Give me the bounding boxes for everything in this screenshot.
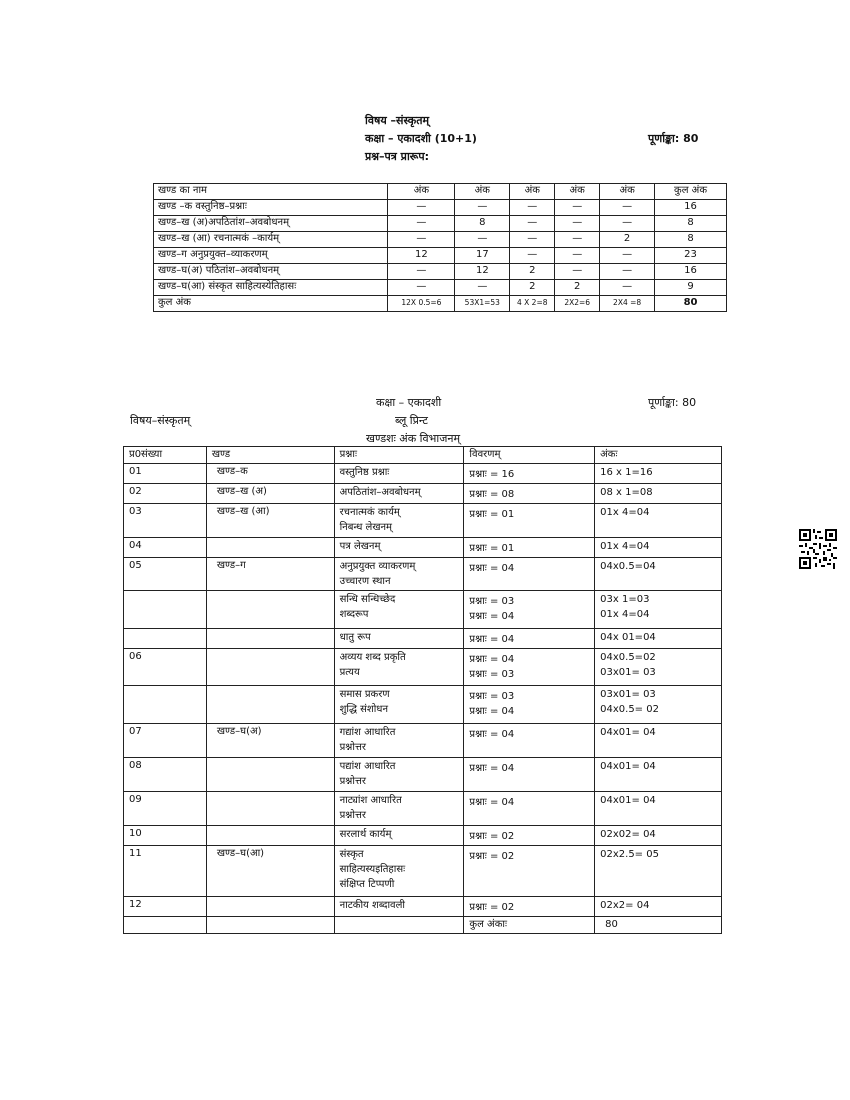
marks-cell: — [388, 200, 455, 216]
topic-line: सन्धि सन्धिच्छेद [339, 594, 396, 605]
detail-cell [464, 558, 595, 591]
table-row [154, 248, 727, 264]
marks-cell: — [600, 264, 655, 280]
table-row [124, 758, 722, 792]
topic-cell [334, 484, 464, 504]
table-row [124, 538, 722, 558]
detail-line: प्रश्नाः = 03 [469, 596, 515, 607]
marks-cell: — [388, 264, 455, 280]
question-number [124, 591, 207, 629]
marks-cell: 2 [555, 280, 600, 296]
marks-cell: अंक [388, 184, 455, 200]
column-header: प्रश्नाः [334, 447, 464, 464]
marks-line: 01x 4=04 [600, 541, 650, 552]
topic-cell [334, 826, 464, 846]
section-cell [206, 649, 334, 686]
section-name-cell: खण्ड –क वस्तुनिष्ठ–प्रश्नाः [154, 200, 388, 216]
detail-line: प्रश्नाः = 04 [469, 706, 515, 717]
marks-cell: — [600, 280, 655, 296]
topic-cell [334, 649, 464, 686]
table-row [124, 591, 722, 629]
topic-line: नाट्यांश आधारित [339, 795, 402, 806]
section-cell [206, 538, 334, 558]
marks-cell: — [600, 216, 655, 232]
detail-line: प्रश्नाः = 02 [469, 851, 515, 862]
section-cell [206, 826, 334, 846]
section-cell: खण्ड–क [206, 464, 334, 484]
marks-cell: — [555, 200, 600, 216]
marks-cell: 8 [455, 216, 510, 232]
marks-cell: 8 [655, 216, 727, 232]
topic-line: उच्चारण स्थान [339, 576, 391, 587]
marks-cell: अंक [555, 184, 600, 200]
topic-line: पद्यांश आधारित [339, 761, 396, 772]
topic-cell [334, 629, 464, 649]
empty-cell [206, 917, 334, 934]
section-cell [206, 792, 334, 826]
topic-line: संक्षिप्त टिप्पणी [339, 879, 395, 890]
marks-summary-table [153, 183, 727, 312]
detail-line: प्रश्नाः = 08 [469, 489, 515, 500]
total-row [124, 917, 722, 934]
detail-line: प्रश्नाः = 03 [469, 691, 515, 702]
table-row [124, 724, 722, 758]
marks-cell [595, 591, 722, 629]
topic-line: प्रश्नोत्तर [339, 810, 366, 821]
topic-cell [334, 758, 464, 792]
total-value: 80 [595, 917, 722, 934]
marks-cell: अंक [455, 184, 510, 200]
marks-line: 03x01= 03 [600, 667, 656, 678]
topic-cell [334, 792, 464, 826]
table-row [124, 792, 722, 826]
section-name-cell: खण्ड–ख (अ)अपठितांश–अवबोधनम् [154, 216, 388, 232]
question-number: 09 [124, 792, 207, 826]
detail-cell [464, 464, 595, 484]
detail-line: प्रश्नाः = 04 [469, 654, 515, 665]
marks-cell: — [388, 216, 455, 232]
section-cell: खण्ड–घ(अ) [206, 724, 334, 758]
column-header: प्र0संख्या [124, 447, 207, 464]
table-row [124, 686, 722, 724]
marks-cell [595, 846, 722, 897]
topic-line: संस्कृत [339, 849, 364, 860]
topic-cell [334, 846, 464, 897]
marks-cell [595, 484, 722, 504]
question-number: 02 [124, 484, 207, 504]
marks-cell [595, 826, 722, 846]
marks-cell: — [388, 232, 455, 248]
marks-cell: 2X4 =8 [600, 296, 655, 312]
class-title-2: कक्षा – एकादशी [376, 396, 442, 409]
marks-cell: 16 [655, 264, 727, 280]
table-row [154, 280, 727, 296]
subject-title-2: विषय–संस्कृतम् [130, 414, 191, 427]
section-name-cell: खण्ड–घ(अ) पठितांश–अवबोधनम् [154, 264, 388, 280]
marks-cell: — [600, 200, 655, 216]
topic-cell [334, 686, 464, 724]
topic-line: धातु रूप [339, 632, 371, 643]
detail-line: प्रश्नाः = 04 [469, 634, 515, 645]
column-header: अंकः [595, 447, 722, 464]
class-title: कक्षा – एकादशी (10+1) [365, 132, 477, 145]
section-name-cell: खण्ड–ग अनुप्रयुक्त–व्याकरणम् [154, 248, 388, 264]
detail-cell [464, 724, 595, 758]
marks-cell: — [510, 216, 555, 232]
section-cell [206, 686, 334, 724]
detail-line: प्रश्नाः = 01 [469, 543, 515, 554]
section-name-cell: कुल अंक [154, 296, 388, 312]
table-row [124, 484, 722, 504]
marks-cell [595, 558, 722, 591]
topic-line: प्रत्यय [339, 667, 360, 678]
marks-cell: — [455, 280, 510, 296]
table-row [154, 232, 727, 248]
question-number: 07 [124, 724, 207, 758]
section-name-cell: खण्ड का नाम [154, 184, 388, 200]
marks-cell: 9 [655, 280, 727, 296]
marks-cell: — [455, 232, 510, 248]
section-cell: खण्ड–ख (अ) [206, 484, 334, 504]
detail-line: प्रश्नाः = 16 [469, 469, 515, 480]
table-row [124, 558, 722, 591]
max-marks-2: पूर्णाङ्का: 80 [648, 396, 697, 409]
detail-cell [464, 591, 595, 629]
marks-cell [595, 897, 722, 917]
marks-cell: 80 [655, 296, 727, 312]
section-name-cell: खण्ड–घ(आ) संस्कृत साहित्यस्येतिहासः [154, 280, 388, 296]
detail-cell [464, 792, 595, 826]
marks-cell [595, 686, 722, 724]
section-cell [206, 758, 334, 792]
table-header-row [154, 184, 727, 200]
marks-line: 01x 4=04 [600, 507, 650, 518]
subject-title: विषय –संस्कृतम् [365, 114, 430, 127]
qr-code-icon [799, 529, 837, 569]
marks-cell: 17 [455, 248, 510, 264]
marks-cell: 4 X 2=8 [510, 296, 555, 312]
topic-line: निबन्ध लेखनम् [339, 522, 393, 533]
total-row [154, 296, 727, 312]
topic-cell [334, 897, 464, 917]
column-header: खण्ड [206, 447, 334, 464]
marks-cell: 2 [510, 264, 555, 280]
marks-cell: 12X 0.5=6 [388, 296, 455, 312]
question-number [124, 686, 207, 724]
marks-line: 04x01= 04 [600, 727, 656, 738]
marks-cell: 2 [510, 280, 555, 296]
marks-cell: अंक [600, 184, 655, 200]
paper-format-title: प्रश्न–पत्र प्रारूप: [365, 150, 429, 163]
marks-cell: — [555, 264, 600, 280]
marks-cell: 2 [600, 232, 655, 248]
question-number: 03 [124, 504, 207, 538]
topic-line: नाटकीय शब्दावली [339, 900, 405, 911]
table-row [154, 264, 727, 280]
detail-cell [464, 826, 595, 846]
marks-line: 04x01= 04 [600, 761, 656, 772]
detail-cell [464, 846, 595, 897]
topic-line: सरलार्थ कार्यम् [339, 829, 392, 840]
topic-line: प्रश्नोत्तर [339, 776, 366, 787]
marks-cell: अंक [510, 184, 555, 200]
table-row [154, 200, 727, 216]
topic-line: वस्तुनिष्ठ प्रश्नाः [339, 467, 390, 478]
marks-cell: कुल अंक [655, 184, 727, 200]
marks-line: 03x01= 03 [600, 689, 656, 700]
section-cell [206, 629, 334, 649]
detail-cell [464, 897, 595, 917]
marks-line: 04x 01=04 [600, 632, 656, 643]
marks-cell [595, 464, 722, 484]
question-number: 10 [124, 826, 207, 846]
detail-line: प्रश्नाः = 04 [469, 611, 515, 622]
section-cell [206, 897, 334, 917]
topic-cell [334, 558, 464, 591]
marks-line: 02x2= 04 [600, 900, 650, 911]
marks-cell: — [455, 200, 510, 216]
marks-line: 04x0.5=02 [600, 652, 656, 663]
section-cell [206, 591, 334, 629]
question-number: 12 [124, 897, 207, 917]
marks-cell: 53X1=53 [455, 296, 510, 312]
marks-cell [595, 758, 722, 792]
marks-line: 04x0.5=04 [600, 561, 656, 572]
marks-cell [595, 724, 722, 758]
marks-line: 03x 1=03 [600, 594, 650, 605]
detail-line: प्रश्नाः = 02 [469, 831, 515, 842]
marks-cell [595, 504, 722, 538]
detail-cell [464, 484, 595, 504]
topic-line: शब्दरूप [339, 609, 369, 620]
topic-cell [334, 464, 464, 484]
topic-line: प्रश्नोत्तर [339, 742, 366, 753]
topic-line: शुद्धि संशोधन [339, 704, 389, 715]
detail-cell [464, 504, 595, 538]
division-title: खण्डशः अंक विभाजनम् [366, 432, 461, 445]
marks-cell: — [510, 248, 555, 264]
marks-cell: 16 [655, 200, 727, 216]
marks-line: 08 x 1=08 [600, 487, 653, 498]
marks-line: 04x01= 04 [600, 795, 656, 806]
topic-line: समास प्रकरण [339, 689, 390, 700]
question-number: 11 [124, 846, 207, 897]
marks-line: 16 x 1=16 [600, 467, 653, 478]
detail-cell [464, 758, 595, 792]
marks-line: 01x 4=04 [600, 609, 650, 620]
topic-cell [334, 538, 464, 558]
marks-cell: — [600, 248, 655, 264]
marks-cell: 2X2=6 [555, 296, 600, 312]
max-marks: पूर्णाङ्का: 80 [648, 132, 699, 145]
marks-cell: — [555, 232, 600, 248]
detail-cell [464, 538, 595, 558]
detail-line: प्रश्नाः = 04 [469, 563, 515, 574]
table-row [124, 464, 722, 484]
detail-line: प्रश्नाः = 04 [469, 763, 515, 774]
empty-cell [124, 917, 207, 934]
detail-line: प्रश्नाः = 01 [469, 509, 515, 520]
marks-cell: 12 [455, 264, 510, 280]
marks-cell: — [388, 280, 455, 296]
marks-cell [595, 649, 722, 686]
question-number: 01 [124, 464, 207, 484]
topic-line: गद्यांश आधारित [339, 727, 396, 738]
marks-line: 02x02= 04 [600, 829, 656, 840]
section-cell: खण्ड–ग [206, 558, 334, 591]
question-number: 08 [124, 758, 207, 792]
question-number: 04 [124, 538, 207, 558]
topic-line: रचनात्मकं कार्यम् [339, 507, 400, 518]
topic-cell [334, 504, 464, 538]
section-cell: खण्ड–ख (आ) [206, 504, 334, 538]
detail-line: प्रश्नाः = 04 [469, 797, 515, 808]
topic-line: पत्र लेखनम् [339, 541, 381, 552]
marks-cell: — [555, 216, 600, 232]
marks-cell: — [510, 200, 555, 216]
topic-line: अनुप्रयुक्त व्याकरणम् [339, 561, 416, 572]
table-row [124, 629, 722, 649]
table-row [124, 649, 722, 686]
marks-line: 04x0.5= 02 [600, 704, 659, 715]
question-number: 06 [124, 649, 207, 686]
marks-cell: — [510, 232, 555, 248]
topic-line: अपठितांश–अवबोधनम् [339, 487, 421, 498]
marks-line: 02x2.5= 05 [600, 849, 659, 860]
detail-cell [464, 686, 595, 724]
table-row [124, 897, 722, 917]
section-cell: खण्ड–घ(आ) [206, 846, 334, 897]
marks-cell [595, 538, 722, 558]
section-name-cell: खण्ड–ख (आ) रचनात्मकं –कार्यम् [154, 232, 388, 248]
detail-cell [464, 629, 595, 649]
marks-cell: 12 [388, 248, 455, 264]
blueprint-table [123, 446, 722, 934]
marks-cell: 8 [655, 232, 727, 248]
column-header: विवरणम् [464, 447, 595, 464]
table-row [124, 504, 722, 538]
question-number: 05 [124, 558, 207, 591]
detail-line: प्रश्नाः = 04 [469, 729, 515, 740]
table-header-row [124, 447, 722, 464]
total-label: कुल अंकाः [464, 917, 595, 934]
blueprint-title: ब्लू प्रिन्ट [395, 414, 428, 427]
question-number [124, 629, 207, 649]
detail-line: प्रश्नाः = 02 [469, 902, 515, 913]
detail-cell [464, 649, 595, 686]
marks-cell: — [555, 248, 600, 264]
topic-cell [334, 591, 464, 629]
marks-cell: 23 [655, 248, 727, 264]
table-row [124, 826, 722, 846]
topic-line: अव्यय शब्द प्रकृति [339, 652, 406, 663]
table-row [124, 846, 722, 897]
detail-line: प्रश्नाः = 03 [469, 669, 515, 680]
empty-cell [334, 917, 464, 934]
topic-cell [334, 724, 464, 758]
marks-cell [595, 792, 722, 826]
topic-line: साहित्यस्यइतिहासः [339, 864, 406, 875]
marks-cell [595, 629, 722, 649]
table-row [154, 216, 727, 232]
